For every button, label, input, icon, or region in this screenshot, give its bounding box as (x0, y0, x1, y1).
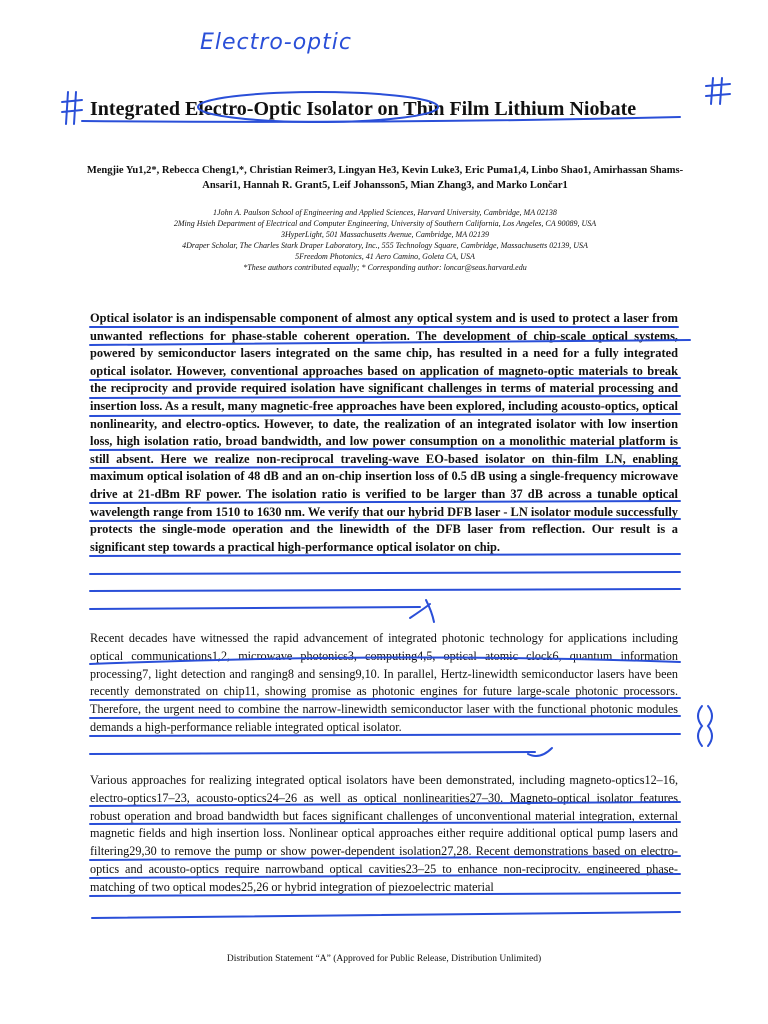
affiliation-line: 2Ming Hsieh Department of Electrical and Computer Engineering, University of Southern California, Los Angeles, CA 90089, USA (173, 219, 597, 228)
distribution-statement: Distribution Statement “A” (Approved for Public Release, Distribution Unlimited) (226, 954, 542, 964)
affiliation-list (90, 207, 680, 273)
author-list: Mengjie Yu1,2*, Rebecca Cheng1,*, Christian Reimer3, Lingyan He3, Kevin Luke3, Eric Puma1,4, Linbo Shao1, Amirhassan Shams-Ansari1, Hannah R. Grant5, Leif Johansson5, Mian Zhang3, and Marko Lončar1 (86, 165, 684, 191)
affiliation-line: 1John A. Paulson School of Engineering and Applied Sciences, Harvard University, Cambridge, MA 02138 (213, 208, 557, 217)
abstract-underline (90, 589, 680, 591)
abstract-paragraph: Optical isolator is an indispensable component of almost any optical system and is used to protect a laser from unwanted reflections for phase-stable coherent operation. The development of chip-scale optical systems, powered by semiconductor lasers integrated on the same chip, has resulted in a need for a fully integrated optical isolator. However, conventional approaches based on application of magneto-optic materials to break the reciprocity and provide required isolation have significant challenges in terms of material processing and insertion loss. As a result, many magnetic-free approaches have been explored, including acousto-optics, optical nonlinearity, and electro-optics. However, to date, the realization of an integrated isolator with low insertion loss, high isolation ratio, broad bandwidth, and low power consumption on a monolithic material platform is still absent. Here we realize non-reciprocal traveling-wave EO-based isolator on thin-film LN, enabling maximum optical isolation of 48 dB and an on-chip insertion loss of 0.5 dB using a single-frequency microwave drive at 21-dBm RF power. The isolation ratio is verified to be larger than 37 dB across a tunable optical wavelength range from 1510 to 1630 nm. We verify that our hybrid DFB laser - LN isolator module successfully protects the single-mode operation and the linewidth of the DFB laser from reflection. Our result is a significant step towards a practical high-performance optical isolator on chip. (90, 311, 678, 554)
hash-mark-right (706, 78, 730, 104)
affiliation-line: 5Freedom Photonics, 41 Aero Camino, Goleta CA, USA (295, 252, 475, 261)
paper-title: Integrated Electro-Optic Isolator on Thin Film Lithium Niobate (90, 98, 637, 120)
handwritten-note: Electro-optic (200, 30, 352, 55)
abstract-underline (90, 572, 680, 574)
approaches-underline (92, 912, 680, 918)
abstract-underline (90, 607, 420, 609)
intro-paragraph: Recent decades have witnessed the rapid advancement of integrated photonic technology for applications including optical communications1,2, microwave photonics3, computing4,5, optical atomic clock6, quantum information processing7, light detection and ranging8 and sensing9,10. In parallel, Hertz-linewidth semiconductor lasers have been recently demonstrated on chip11, showing promise as photonic engines for future large-scale photonic processors. Therefore, the urgent need to combine the narrow-linewidth semiconductor laser with the functional photonic modules demands a high-performance reliable integrated optical isolator. (90, 631, 678, 734)
affiliation-line: 4Draper Scholar, The Charles Stark Draper Laboratory, Inc., 555 Technology Square, Cambridge, Massachusetts 02139, USA (182, 241, 588, 250)
bracket-mark (708, 706, 712, 746)
hash-mark-left (62, 92, 82, 124)
corresponding-author-line: *These authors contributed equally; * Corresponding author: loncar@seas.harvard.edu (243, 263, 527, 272)
approaches-paragraph: Various approaches for realizing integrated optical isolators have been demonstrated, including magneto-optics12–16, electro-optics17–23, acousto-optics24–26 as well as optical nonlinearities27–30. Magneto-optical isolator features robust operation and broad bandwidth but faces significant challenges of unconventional material integration, external magnetic fields and high insertion loss. Nonlinear optical approaches either require additional optical pump lasers and filtering29,30 to remove the pump or show power-dependent isolation27,28. Recent demonstrations based on electro-optics and acousto-optics require narrowband optical cavities23–25 to enhance non-reciprocity. engineered phase-matching of two optical modes25,26 or hybrid integration of piezoelectric material (90, 773, 678, 894)
affiliation-line: 3HyperLight, 501 Massachusetts Avenue, Cambridge, MA 02139 (281, 230, 489, 239)
bracket-mark (698, 706, 702, 746)
check-mark (528, 748, 552, 756)
check-mark (410, 600, 434, 622)
intro-underline (90, 752, 535, 754)
